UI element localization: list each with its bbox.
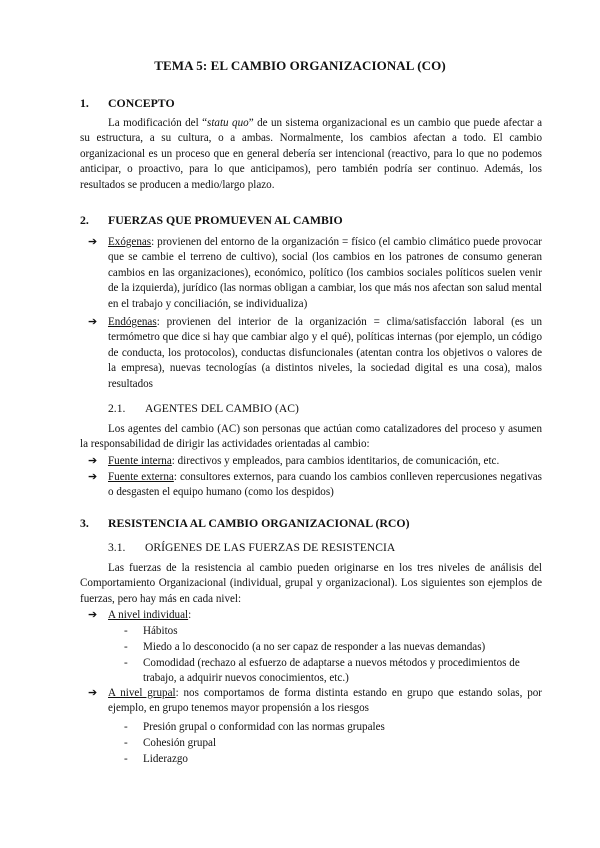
bullet-label: Fuente externa — [108, 471, 174, 483]
dash-marker: - — [124, 721, 128, 733]
arrow-icon: ➔ — [88, 687, 98, 699]
list-item-text: Comodidad (rechazo al esfuerzo de adaptarse a nuevos métodos y procedimientos de trabajo, a adquirir nuevos conocimientos, etc.) — [143, 657, 520, 685]
dash-marker: - — [124, 641, 128, 653]
bullet-text: : nos comportamos de forma distinta estando en grupo que estando solas, por ejemplo, en grupo tenemos mayor propensión a los riesgos — [108, 687, 542, 715]
bullet-text: : consultores externos, para cuando los cambios conlleven repercusiones negativas o desgasten el equipo humano (como los despidos) — [108, 471, 542, 499]
section-2-title: FUERZAS QUE PROMUEVEN AL CAMBIO — [108, 213, 343, 227]
list-item — [124, 640, 544, 655]
section-1-heading — [80, 96, 175, 111]
subsection-number: 2.1. — [108, 402, 126, 415]
arrow-icon: ➔ — [88, 609, 98, 621]
section-3-number: 3. — [80, 516, 89, 530]
bullet-label: Fuente interna — [108, 455, 172, 467]
subsection-title: ORÍGENES DE LAS FUERZAS DE RESISTENCIA — [145, 541, 396, 554]
section-1-title: CONCEPTO — [108, 96, 175, 110]
bullet-endogenas — [80, 315, 542, 392]
arrow-icon: ➔ — [88, 471, 98, 483]
bullet-nivel-grupal — [80, 686, 542, 717]
bullet-text: : directivos y empleados, para cambios identitarios, de comunicación, etc. — [171, 455, 500, 467]
dash-marker: - — [124, 737, 128, 749]
bullet-nivel-individual — [80, 608, 542, 623]
section-2-number: 2. — [80, 213, 89, 227]
bullet-label: Endógenas — [108, 316, 157, 328]
arrow-icon: ➔ — [88, 316, 98, 328]
dash-marker: - — [124, 657, 128, 669]
subsection-3-1-heading — [108, 540, 395, 555]
bullet-label: A nivel grupal — [108, 687, 176, 699]
list-item — [124, 752, 544, 767]
bullet-fuente-externa — [80, 470, 542, 501]
bullet-text: : provienen del entorno de la organización = físico (el cambio climático puede provocar que se cambie el terreno de cultivo), social (los cambios en los patrones de consumo generan cambios en las organizaciones), económico, político (los cambios sociales políticos suelen venir de la izquierda), jurídico (las normas obligan a cambiar, los que más nos afectan son salud mental en el trabajo y conciliación, se individualiza) — [108, 236, 542, 310]
bullet-label: Exógenas — [108, 236, 152, 248]
arrow-icon: ➔ — [88, 455, 98, 467]
list-item — [124, 736, 544, 751]
section-2-heading — [80, 213, 343, 228]
bullet-text: : provienen del interior de la organización = clima/satisfacción laboral (es un termómetro que dice si hay que cambiar algo y el qué), políticas internas (por ejemplo, un código de conducta, los protocolos), conductas disfuncionales (atentan contra los objetivos o valores de la empresa), nuevas tecnologías (a distintos niveles, la sociedad digital es una cosa), malos resultados — [108, 316, 542, 390]
bullet-label: A nivel individual — [108, 609, 189, 621]
subsection-title: AGENTES DEL CAMBIO (AC) — [145, 402, 299, 415]
list-item-text: Presión grupal o conformidad con las normas grupales — [143, 721, 385, 733]
page-title: TEMA 5: EL CAMBIO ORGANIZACIONAL (CO) — [154, 58, 446, 73]
concept-text-rest: ” de un sistema organizacional es un cambio que puede afectar a su estructura, a su cultura, o a ambas. Normalmente, los cambios afectan a todo. El cambio organizacional es un proceso que en general debería ser intencional (reactivo, para lo que no podemos anticipar, o proactivo, para lo que anticipamos), pero también podría ser continuo. Además, los resultados se producen a medio/largo plazo. — [80, 117, 542, 191]
concept-text-start: La modificación del “ — [108, 117, 208, 129]
resistance-paragraph: Las fuerzas de la resistencia al cambio pueden originarse en los tres niveles de análisis del Comportamiento Organizacional (individual, grupal y organizacional). Los siguientes son ejemplos de fuerzas, pero hay más en cada nivel: — [80, 562, 542, 605]
list-item-text: Miedo a lo desconocido (a no ser capaz de responder a las nuevas demandas) — [143, 641, 486, 653]
bullet-text: : — [188, 609, 192, 621]
concept-emphasis: statu quo — [207, 117, 249, 129]
dash-marker: - — [124, 625, 128, 637]
agents-paragraph: Los agentes del cambio (AC) son personas que actúan como catalizadores del proceso y asumen la responsabilidad de dirigir las actividades orientadas al cambio: — [80, 423, 542, 451]
bullet-exogenas — [80, 235, 542, 312]
list-item — [124, 624, 544, 639]
section-1-number: 1. — [80, 96, 89, 110]
subsection-number: 3.1. — [108, 541, 126, 554]
list-item-text: Hábitos — [143, 625, 178, 637]
bullet-fuente-interna — [80, 454, 542, 469]
section-3-title: RESISTENCIA AL CAMBIO ORGANIZACIONAL (RCO) — [108, 516, 410, 530]
dash-marker: - — [124, 753, 128, 765]
list-item-text: Liderazgo — [143, 753, 188, 765]
list-item-text: Cohesión grupal — [143, 737, 217, 749]
list-item — [124, 720, 544, 735]
arrow-icon: ➔ — [88, 236, 98, 248]
section-1-paragraph — [80, 116, 542, 193]
subsection-2-1-heading — [108, 401, 299, 416]
list-item — [124, 656, 544, 687]
section-3-heading — [80, 516, 410, 531]
